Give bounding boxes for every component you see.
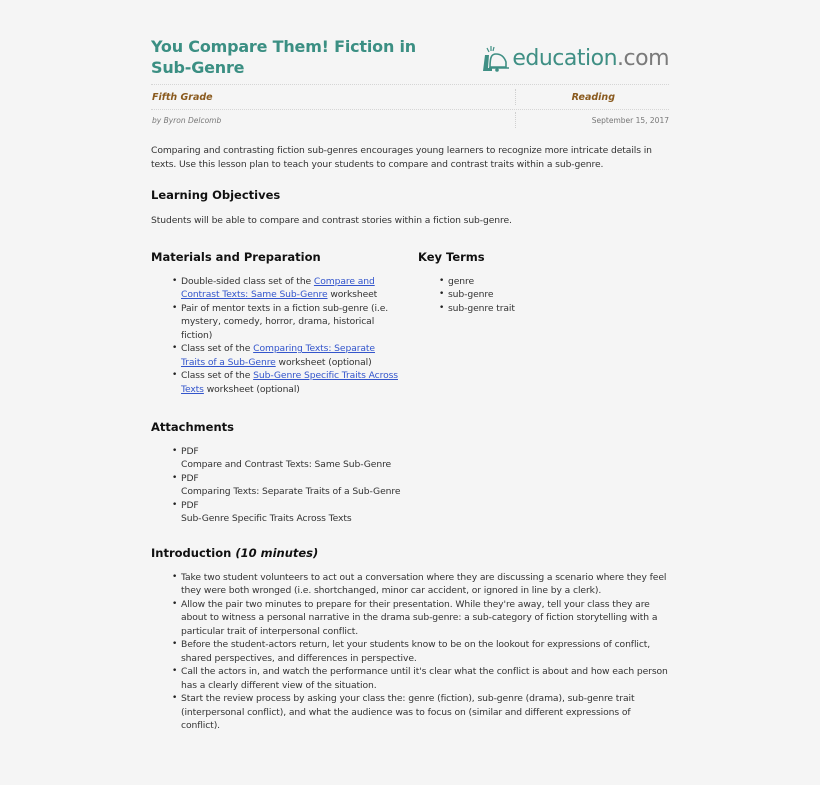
education-com-logo[interactable]	[480, 42, 669, 76]
key-terms-list	[418, 275, 648, 316]
meta-row	[151, 85, 669, 109]
list-item: • Double-sided class set of the Compare and Contrast Texts: Same Sub-Genre worksheet	[181, 275, 401, 302]
list-item: • Allow the pair two minutes to prepare for their presentation. While they're away, tell your class they are about to witness a personal narrative in the drama sub-genre: a sub-category of fiction storytelling with a particular trait of interpersonal conflict.	[181, 598, 669, 639]
attachment-name[interactable]: Compare and Contrast Texts: Same Sub-Genre	[181, 459, 392, 470]
book-bell-icon	[480, 44, 512, 74]
divider	[515, 89, 516, 105]
list-item: • sub-genre	[448, 288, 648, 302]
list-item: • Pair of mentor texts in a fiction sub-genre (i.e. mystery, comedy, horror, drama, historical fiction)	[181, 302, 401, 343]
file-type-label: PDF	[181, 499, 199, 511]
subject-label: Reading	[571, 92, 615, 103]
materials-list	[151, 275, 401, 397]
list-item: • Class set of the Sub-Genre Specific Traits Across Texts worksheet (optional)	[181, 369, 401, 396]
list-item: • Start the review process by asking your class the: genre (fiction), sub-genre (drama), sub-genre trait (interpersonal conflict), and what the audience was to focus on (similar and different expressions of conflict).	[181, 692, 669, 733]
learning-objectives-text: Students will be able to compare and contrast stories within a fiction sub-genre.	[151, 215, 512, 226]
page-title: You Compare Them! Fiction in Sub-Genre	[151, 37, 416, 77]
file-type-label: PDF	[181, 472, 199, 484]
learning-objectives-heading: Learning Objectives	[151, 188, 281, 202]
introduction-heading: Introduction (10 minutes)	[151, 545, 319, 560]
attachments-list	[151, 445, 669, 526]
attachment-item[interactable]	[181, 445, 669, 472]
lesson-plan-page	[151, 36, 669, 746]
materials-heading: Materials and Preparation	[151, 249, 321, 264]
grade-label: Fifth Grade	[152, 92, 213, 103]
logo-wordmark: education	[512, 46, 618, 71]
list-item: • genre	[448, 275, 648, 289]
subgenre-specific-traits-link[interactable]: Sub-Genre Specific Traits Across Texts	[181, 370, 398, 395]
divider	[515, 112, 516, 128]
byline-row	[151, 110, 669, 132]
attachment-name[interactable]: Sub-Genre Specific Traits Across Texts	[181, 513, 352, 524]
key-terms-heading: Key Terms	[418, 249, 485, 264]
file-type-label: PDF	[181, 445, 199, 457]
list-item: • Before the student-actors return, let your students know to be on the lookout for expressions of conflict, shared perspectives, and differences in perspective.	[181, 638, 669, 665]
list-item: • Take two student volunteers to act out a conversation where they are discussing a scenario where they feel they were both wronged (i.e. shortchanged, minor car accident, or ignored in line by a clerk).	[181, 571, 669, 598]
list-item: • sub-genre trait	[448, 302, 648, 316]
logo-suffix: .com	[617, 46, 669, 71]
attachment-item[interactable]	[181, 472, 669, 499]
compare-contrast-same-subgenre-link[interactable]: Compare and Contrast Texts: Same Sub-Genre	[181, 275, 375, 300]
list-item: • Class set of the Comparing Texts: Separate Traits of a Sub-Genre worksheet (optional)	[181, 342, 401, 369]
attachment-name[interactable]: Comparing Texts: Separate Traits of a Sub-Genre	[181, 486, 401, 497]
document-header	[151, 36, 669, 84]
attachment-item[interactable]	[181, 499, 669, 526]
duration: (10 minutes)	[235, 545, 319, 560]
publish-date: September 15, 2017	[591, 116, 669, 125]
key-terms-section	[418, 250, 648, 316]
author: by Byron Delcomb	[152, 116, 222, 125]
materials-and-terms	[151, 250, 669, 420]
materials-section	[151, 250, 401, 397]
list-item: • Call the actors in, and watch the performance until it's clear what the conflict is about and how each person has a clearly different view of the situation.	[181, 665, 669, 692]
intro-paragraph: Comparing and contrasting fiction sub-genres encourages young learners to recognize more intricate details in texts. Use this lesson plan to teach your students to compare and contrast traits within a sub-genre.	[151, 145, 652, 170]
attachments-heading: Attachments	[151, 419, 234, 434]
comparing-texts-separate-traits-link[interactable]: Comparing Texts: Separate Traits of a Sub-Genre	[181, 343, 375, 368]
introduction-steps	[151, 571, 669, 733]
